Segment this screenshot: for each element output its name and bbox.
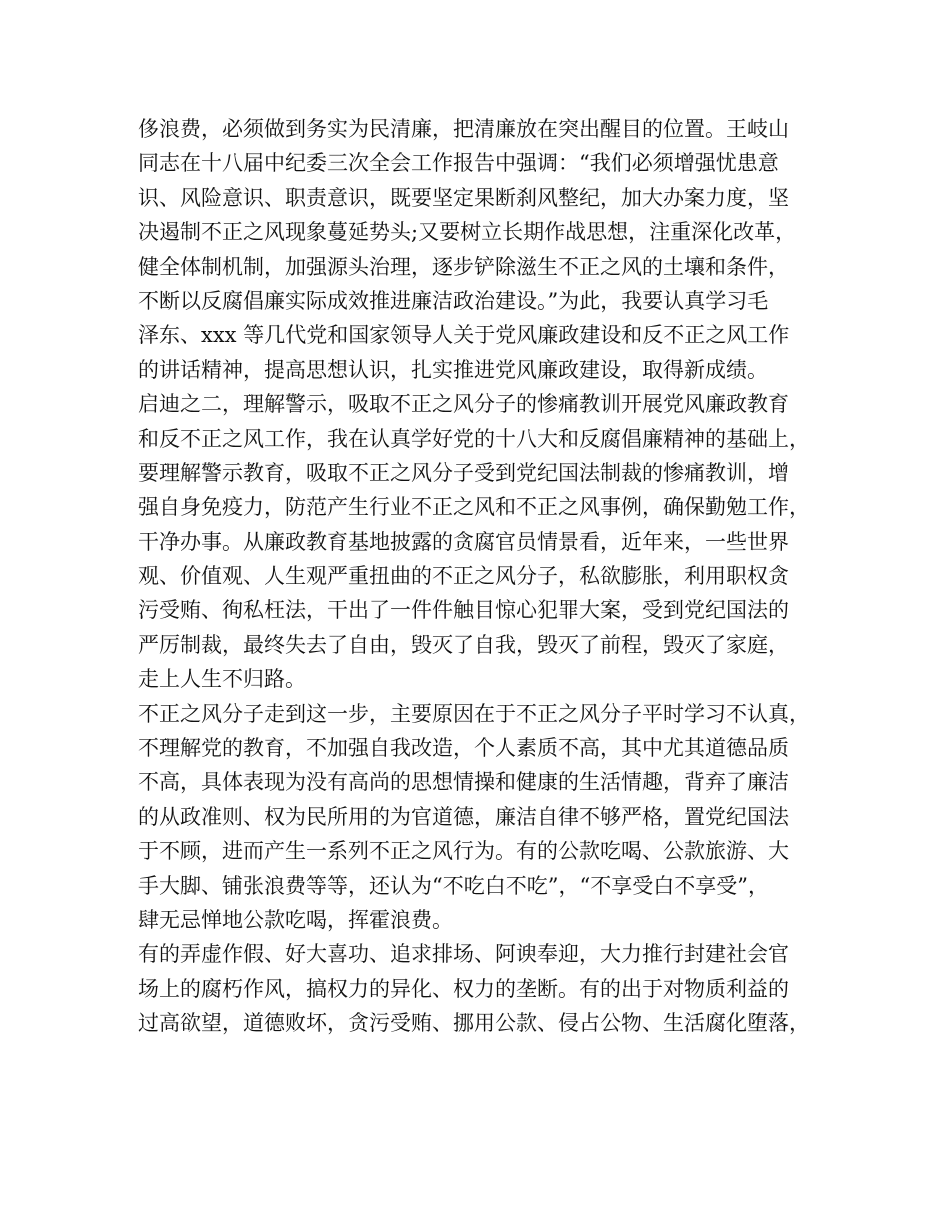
text-line: 不高，具体表现为没有高尚的思想情操和健康的生活情趣，背弃了廉洁 xyxy=(138,770,789,795)
text-line: 走上人生不归路。 xyxy=(138,667,306,692)
text-line: 强自身免疫力，防范产生行业不正之风和不正之风事例，确保勤勉工作， xyxy=(138,495,810,520)
text-line: 启迪之二，理解警示，吸取不正之风分子的惨痛教训开展党风廉政教育 xyxy=(138,392,789,417)
body-text xyxy=(138,112,838,1041)
text-line: 的从政准则、权为民所用的为官道德，廉洁自律不够严格，置党纪国法 xyxy=(138,804,789,829)
text-line: 污受贿、徇私枉法，干出了一件件触目惊心犯罪大案，受到党纪国法的 xyxy=(138,598,789,623)
text-line: 于不顾，进而产生一系列不正之风行为。有的公款吃喝、公款旅游、大 xyxy=(138,839,789,864)
text-line: 有的弄虚作假、好大喜功、追求排场、阿谀奉迎，大力推行封建社会官 xyxy=(138,942,789,967)
text-line: 肆无忌惮地公款吃喝，挥霍浪费。 xyxy=(138,907,453,932)
text-line: 场上的腐朽作风，搞权力的异化、权力的垄断。有的出于对物质利益的 xyxy=(138,976,789,1001)
text-line: 同志在十八届中纪委三次全会工作报告中强调：“我们必须增强忧患意 xyxy=(138,151,779,176)
text-line: 健全体制机制，加强源头治理，逐步铲除滋生不正之风的土壤和条件， xyxy=(138,254,789,279)
text-line: 侈浪费，必须做到务实为民清廉，把清廉放在突出醒目的位置。王岐山 xyxy=(138,117,789,141)
text-line: 不理解党的教育，不加强自我改造，个人素质不高，其中尤其道德品质 xyxy=(138,736,789,761)
text-line: 不正之风分子走到这一步，主要原因在于不正之风分子平时学习不认真， xyxy=(138,701,810,726)
text-line: 过高欲望，道德败坏，贪污受贿、挪用公款、侵占公物、生活腐化堕落， xyxy=(138,1011,810,1036)
text-line: 观、价值观、人生观严重扭曲的不正之风分子，私欲膨胀，利用职权贪 xyxy=(138,564,789,589)
text-line: 要理解警示教育，吸取不正之风分子受到党纪国法制裁的惨痛教训，增 xyxy=(138,460,789,485)
text-line: 不断以反腐倡廉实际成效推进廉洁政治建设。”为此，我要认真学习毛 xyxy=(138,288,769,313)
text-line: 的讲话精神，提高思想认识，扎实推进党风廉政建设，取得新成绩。 xyxy=(138,357,768,382)
text-line: 严厉制裁，最终失去了自由，毁灭了自我，毁灭了前程，毁灭了家庭， xyxy=(138,632,789,657)
text-line: 泽东、xxx 等几代党和国家领导人关于党风廉政建设和反不正之风工作 xyxy=(138,323,790,348)
text-line: 干净办事。从廉政教育基地披露的贪腐官员情景看，近年来，一些世界 xyxy=(138,529,789,554)
text-line: 决遏制不正之风现象蔓延势头;又要树立长期作战思想，注重深化改革， xyxy=(138,220,797,245)
text-line: 和反不正之风工作，我在认真学好党的十八大和反腐倡廉精神的基础上， xyxy=(138,426,810,451)
text-line: 识、风险意识、职责意识，既要坚定果断刹风整纪，加大办案力度，坚 xyxy=(138,185,789,210)
text-line: 手大脚、铺张浪费等等，还认为“不吃白不吃”，“不享受白不享受”， xyxy=(138,873,769,898)
